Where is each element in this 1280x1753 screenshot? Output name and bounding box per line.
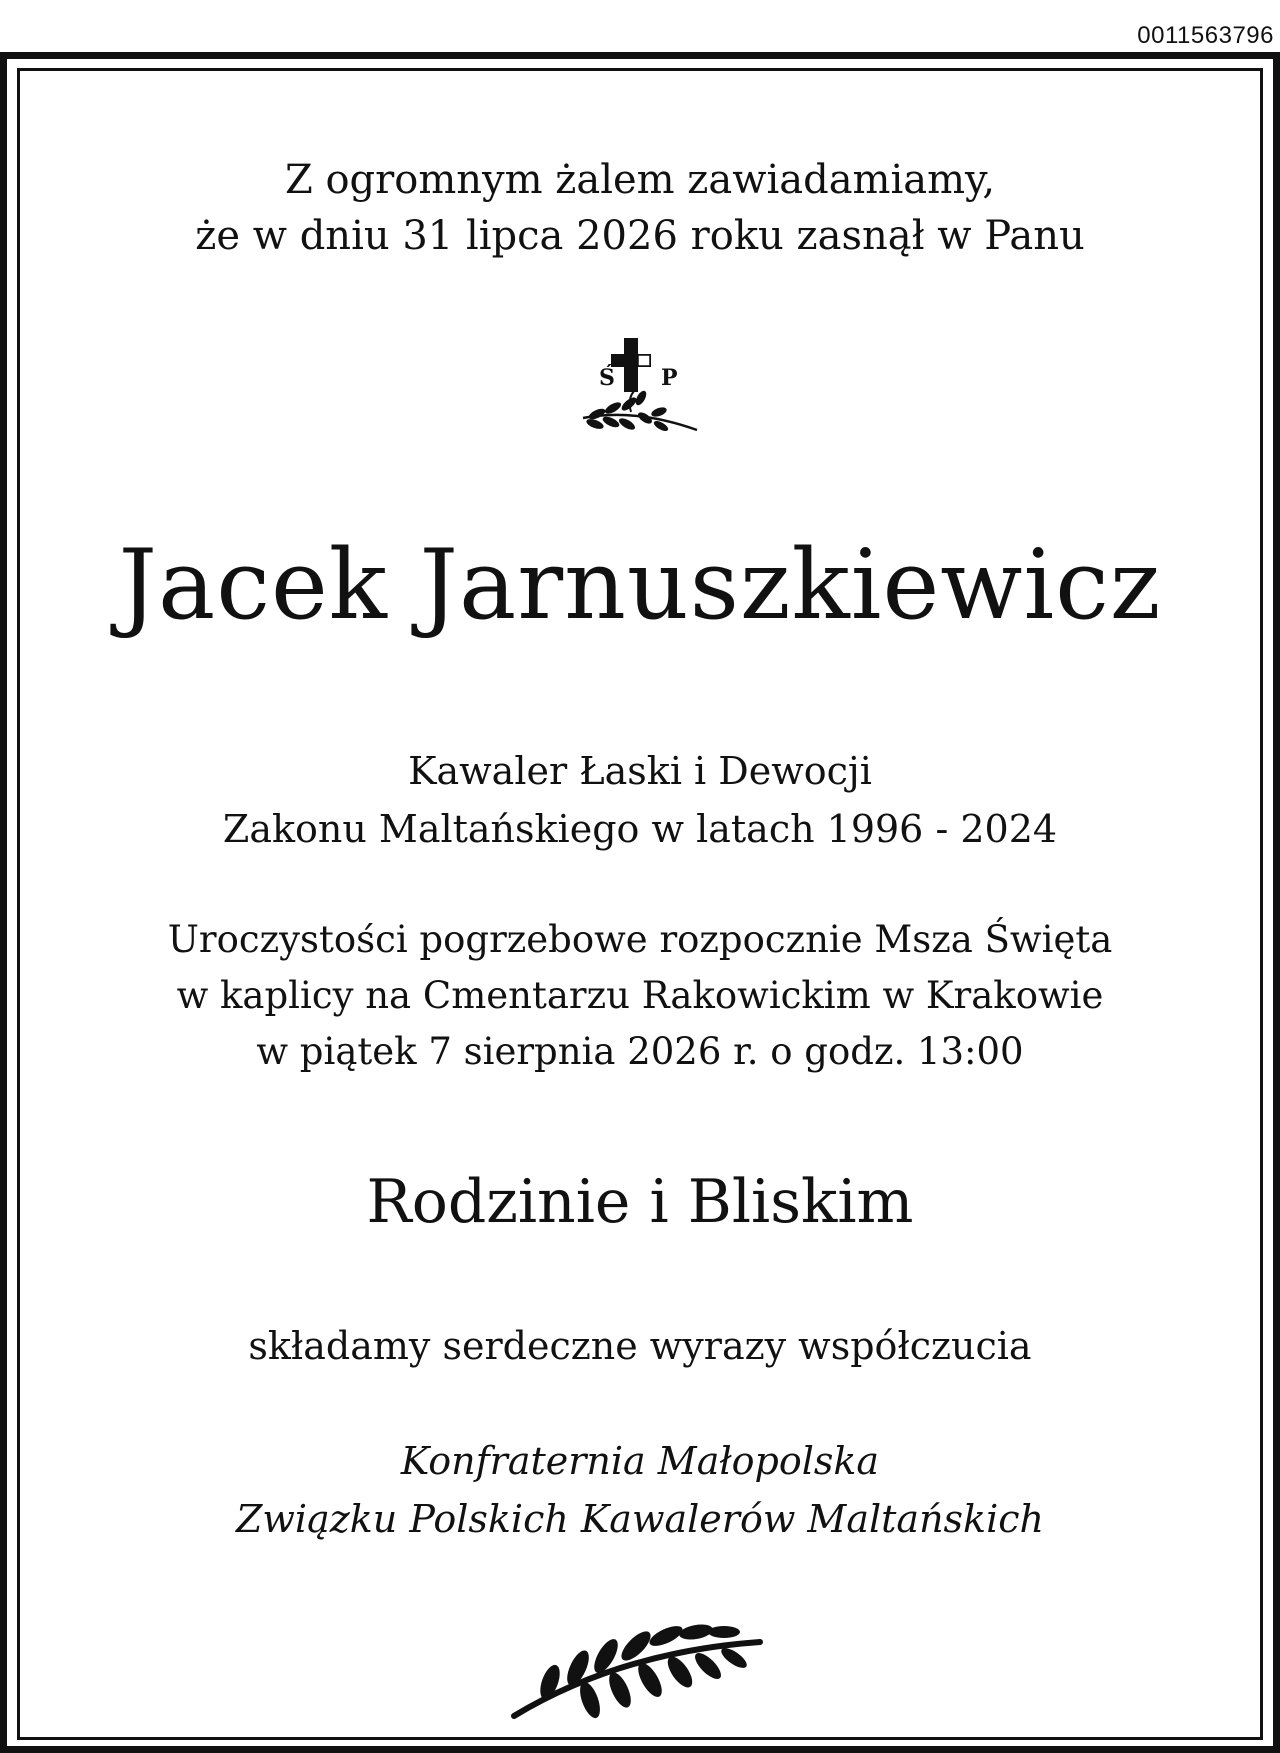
funeral-details <box>17 912 1263 1080</box>
signature-line-2: Związku Polskich Kawalerów Maltańskich <box>236 1497 1044 1541</box>
funeral-line-3: w piątek 7 sierpnia 2026 r. o godz. 13:00 <box>256 1030 1024 1073</box>
funeral-line-1: Uroczystości pogrzebowe rozpocznie Msza Święta <box>167 918 1113 961</box>
family-heading: Rodzinie i Bliskim <box>366 1167 914 1237</box>
intro-line-1: Z ogromnym żalem zawiadamiamy, <box>284 157 996 203</box>
signature <box>17 1432 1263 1548</box>
distinction-text <box>17 742 1263 858</box>
sp-letter-left: Ś <box>599 365 615 391</box>
distinction-line-1: Kawaler Łaski i Dewocji <box>408 749 872 793</box>
intro-text <box>17 152 1263 264</box>
laurel-branch-icon <box>510 1612 770 1722</box>
condolences-text: składamy serdeczne wyrazy współczucia <box>248 1324 1032 1368</box>
deceased-name: Jacek Jarnuszkiewicz <box>118 529 1162 641</box>
funeral-line-2: w kaplicy na Cmentarzu Rakowickim w Krakowie <box>176 974 1104 1017</box>
distinction-line-2: Zakonu Maltańskiego w latach 1996 - 2024 <box>222 807 1058 851</box>
cross-with-laurel-icon <box>575 338 705 448</box>
intro-line-2: że w dniu 31 lipca 2026 roku zasnął w Panu <box>195 213 1085 259</box>
document-id: 0011563796 <box>1137 22 1274 49</box>
sp-letter-right: P <box>661 365 678 391</box>
signature-line-1: Konfraternia Małopolska <box>400 1439 880 1483</box>
